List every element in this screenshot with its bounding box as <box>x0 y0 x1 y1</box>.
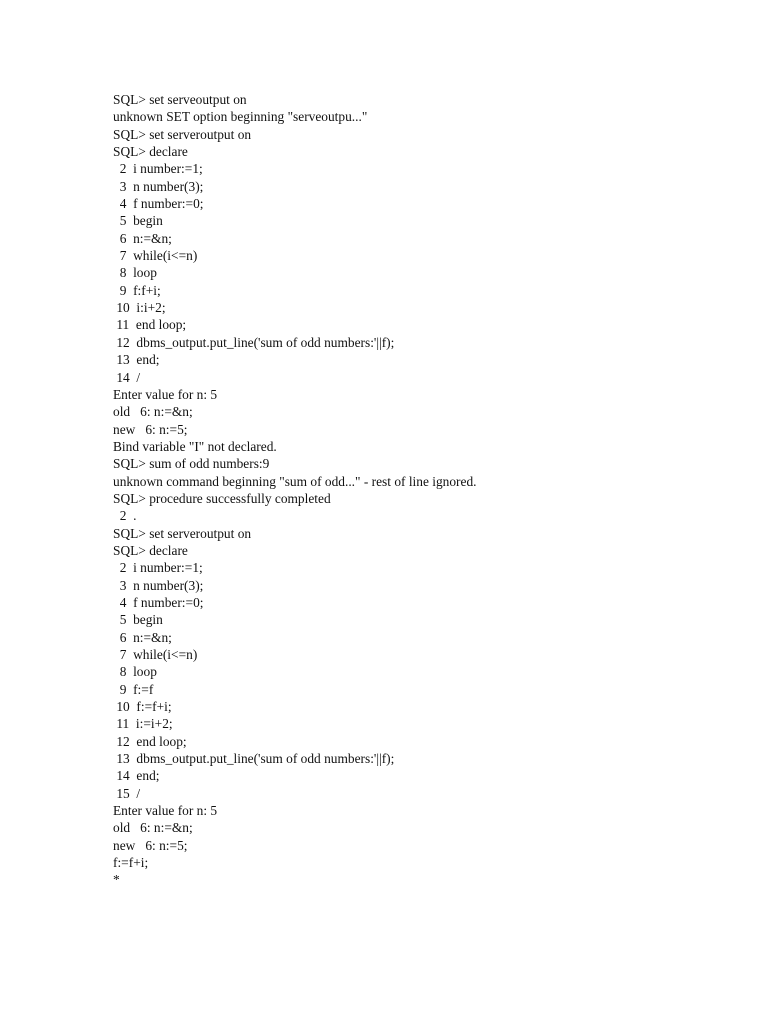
transcript-line: 14 end; <box>113 768 160 784</box>
transcript-line: 6 n:=&n; <box>113 230 172 246</box>
transcript-line: SQL> procedure successfully completed <box>113 490 331 506</box>
transcript-line: 8 loop <box>113 664 157 680</box>
transcript-line: Bind variable "I" not declared. <box>113 438 277 454</box>
transcript-line: 2 . <box>113 508 137 524</box>
transcript-line: Enter value for n: 5 <box>113 386 218 402</box>
transcript-line: SQL> declare <box>113 542 188 558</box>
transcript-line: 2 i number:=1; <box>113 161 203 177</box>
transcript-line: 10 i:i+2; <box>113 300 166 316</box>
transcript-line: 10 f:=f+i; <box>113 699 172 715</box>
transcript-line: 13 dbms_output.put_line('sum of odd numbers:'||f); <box>113 751 395 767</box>
transcript-line: Enter value for n: 5 <box>113 803 218 819</box>
transcript-line: 15 / <box>113 785 141 801</box>
transcript-line: 14 / <box>113 369 141 385</box>
sqlplus-transcript <box>113 91 733 889</box>
transcript-line: unknown SET option beginning "serveoutpu..." <box>113 109 368 125</box>
transcript-line: 8 loop <box>113 265 157 281</box>
transcript-line: SQL> set serveoutput on <box>113 92 247 107</box>
transcript-line: 13 end; <box>113 352 160 368</box>
transcript-line: unknown command beginning "sum of odd..." - rest of line ignored. <box>113 473 477 489</box>
transcript-line: 3 n number(3); <box>113 178 204 194</box>
transcript-line: SQL> set serveroutput on <box>113 126 252 142</box>
transcript-line: SQL> declare <box>113 144 188 160</box>
transcript-line: 4 f number:=0; <box>113 196 204 212</box>
transcript-line: f:=f+i; <box>113 855 149 871</box>
transcript-line: * <box>113 872 120 888</box>
transcript-line: SQL> set serveroutput on <box>113 525 252 541</box>
transcript-line: 5 begin <box>113 612 163 628</box>
transcript-line: 11 end loop; <box>113 317 187 333</box>
transcript-line: SQL> sum of odd numbers:9 <box>113 456 270 472</box>
transcript-line: 9 f:f+i; <box>113 282 161 298</box>
transcript-line: 11 i:=i+2; <box>113 716 173 732</box>
transcript-line: 12 end loop; <box>113 733 187 749</box>
transcript-line: 2 i number:=1; <box>113 560 203 576</box>
transcript-line: 5 begin <box>113 213 163 229</box>
transcript-line: 7 while(i<=n) <box>113 647 198 662</box>
transcript-line: new 6: n:=5; <box>113 421 188 437</box>
transcript-line: new 6: n:=5; <box>113 837 188 853</box>
transcript-line: old 6: n:=&n; <box>113 404 193 420</box>
transcript-line: 7 while(i<=n) <box>113 248 198 264</box>
transcript-line: 12 dbms_output.put_line('sum of odd numbers:'||f); <box>113 334 395 350</box>
transcript-line: 4 f number:=0; <box>113 594 204 610</box>
transcript-line: 6 n:=&n; <box>113 629 172 645</box>
transcript-line: old 6: n:=&n; <box>113 820 193 836</box>
transcript-line: 3 n number(3); <box>113 577 204 593</box>
transcript-line: 9 f:=f <box>113 681 154 697</box>
